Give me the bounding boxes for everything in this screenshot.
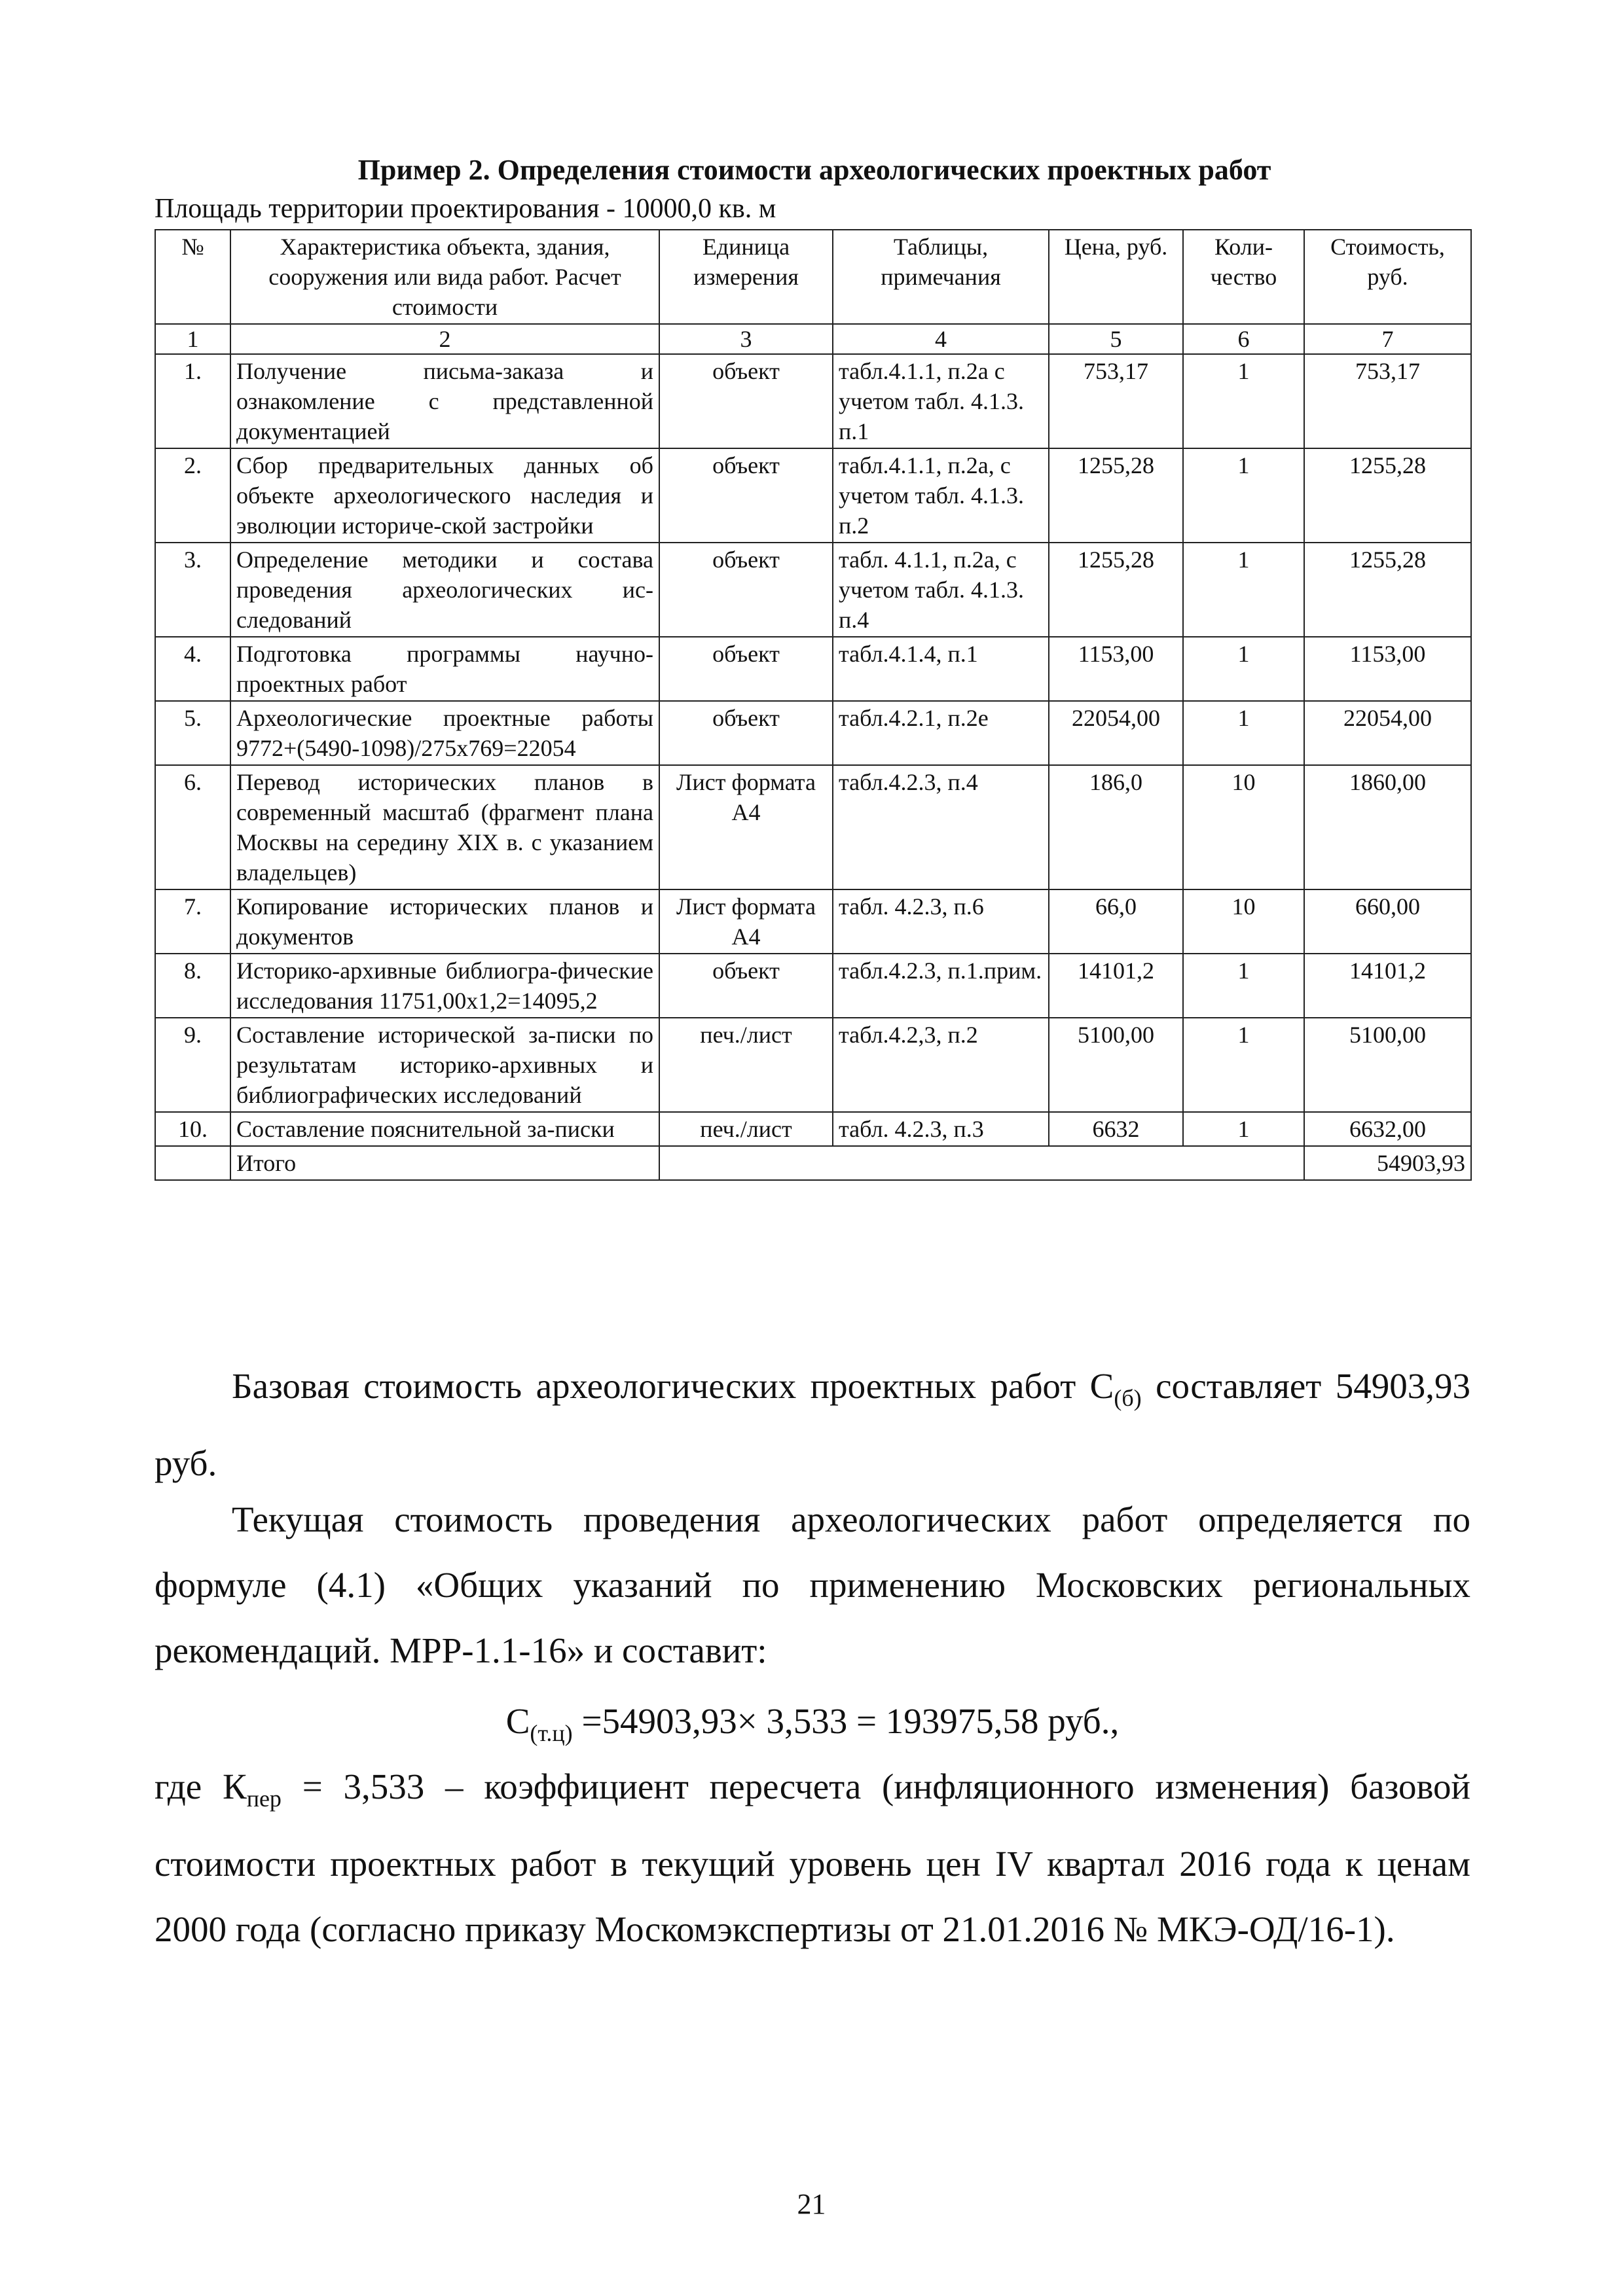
cost-estimate-table (155, 229, 1472, 1181)
unit-of-measure: объект (659, 543, 833, 637)
total-label: Итого (230, 1146, 659, 1180)
unit-of-measure: объект (659, 637, 833, 701)
column-number-row (155, 324, 1471, 354)
work-description: Сбор предварительных данных об объекте археологического наследия и эволюции историче-ской застройки (230, 448, 659, 543)
header-cell: Таблицы, примечания (833, 230, 1049, 324)
row-cost: 753,17 (1304, 354, 1471, 448)
unit-of-measure: печ./лист (659, 1112, 833, 1146)
quantity: 1 (1183, 1112, 1304, 1146)
work-description: Определение методики и состава проведения археологических ис-следований (230, 543, 659, 637)
column-number: 5 (1049, 324, 1183, 354)
header-cell: Характеристика объекта, здания, сооружения или вида работ. Расчет стоимости (230, 230, 659, 324)
table-row (155, 1112, 1471, 1146)
coefficient-text-end: = 3,533 – коэффициент пересчета (инфляционного изменения) базовой стоимости проектных работ в текущий уровень цен IV квартал 2016 года к ценам 2000 года (согласно приказу Москомэкспертизы от 21.01.2016 № МКЭ-ОД/16-1). (155, 1767, 1470, 1949)
table-reference: табл. 4.2.3, п.6 (833, 889, 1049, 954)
table-reference: табл.4.1.1, п.2а, с учетом табл. 4.1.3. п.2 (833, 448, 1049, 543)
table-row (155, 889, 1471, 954)
unit-price: 1153,00 (1049, 637, 1183, 701)
header-cell: Коли-чество (1183, 230, 1304, 324)
quantity: 1 (1183, 637, 1304, 701)
base-cost-text-end: составляет 54903,93 руб. (155, 1366, 1471, 1483)
work-description: Перевод исторических планов в современный масштаб (фрагмент плана Москвы на середину XIX в. с указанием владельцев) (230, 765, 659, 889)
quantity: 1 (1183, 354, 1304, 448)
row-number: 8. (155, 954, 230, 1018)
column-number: 4 (833, 324, 1049, 354)
unit-price: 6632 (1049, 1112, 1183, 1146)
work-description: Составление пояснительной за-писки (230, 1112, 659, 1146)
unit-price: 66,0 (1049, 889, 1183, 954)
unit-price: 1255,28 (1049, 543, 1183, 637)
work-description: Историко-архивные библиогра-фические исследования 11751,00х1,2=14095,2 (230, 954, 659, 1018)
coefficient-text: где К (155, 1767, 247, 1806)
table-reference: табл. 4.1.1, п.2а, с учетом табл. 4.1.3. п.4 (833, 543, 1049, 637)
formula-subscript: (т.ц) (530, 1720, 573, 1746)
work-description: Археологические проектные работы 9772+(5490-1098)/275x769=22054 (230, 701, 659, 765)
unit-of-measure: объект (659, 448, 833, 543)
table-header-row (155, 230, 1471, 324)
coefficient-paragraph (155, 1754, 1470, 1962)
header-cell: Цена, руб. (1049, 230, 1183, 324)
formula-symbol: С (505, 1701, 530, 1741)
table-row (155, 701, 1471, 765)
unit-of-measure: объект (659, 701, 833, 765)
table-reference: табл.4.1.1, п.2а с учетом табл. 4.1.3. п.1 (833, 354, 1049, 448)
row-cost: 1255,28 (1304, 448, 1471, 543)
coefficient-subscript: пер (246, 1785, 282, 1812)
total-value: 54903,93 (1304, 1146, 1471, 1180)
row-number: 9. (155, 1018, 230, 1112)
column-number: 6 (1183, 324, 1304, 354)
quantity: 10 (1183, 889, 1304, 954)
row-number: 6. (155, 765, 230, 889)
unit-of-measure: Лист формата А4 (659, 765, 833, 889)
table-reference: табл.4.2,3, п.2 (833, 1018, 1049, 1112)
table-reference: табл.4.2.3, п.4 (833, 765, 1049, 889)
header-cell: Единица измерения (659, 230, 833, 324)
base-cost-paragraph (155, 1354, 1470, 1496)
quantity: 1 (1183, 1018, 1304, 1112)
total-empty-cell (155, 1146, 230, 1180)
total-spacer (659, 1146, 1304, 1180)
unit-of-measure: печ./лист (659, 1018, 833, 1112)
quantity: 1 (1183, 448, 1304, 543)
page-number: 21 (797, 2188, 826, 2220)
row-number: 10. (155, 1112, 230, 1146)
row-cost: 1153,00 (1304, 637, 1471, 701)
column-number: 3 (659, 324, 833, 354)
unit-price: 753,17 (1049, 354, 1183, 448)
row-number: 5. (155, 701, 230, 765)
row-cost: 14101,2 (1304, 954, 1471, 1018)
unit-price: 22054,00 (1049, 701, 1183, 765)
current-cost-paragraph: Текущая стоимость проведения археологических работ определяется по формуле (4.1) «Общих указаний по применению Московских региональных рекомендаций. МРР-1.1-16» и составит: (155, 1499, 1470, 1670)
work-description: Подготовка программы научно-проектных работ (230, 637, 659, 701)
example-title: Пример 2. Определения стоимости археологических проектных работ (357, 154, 1271, 186)
row-number: 2. (155, 448, 230, 543)
base-cost-subscript: (б) (1114, 1385, 1142, 1411)
project-area: Площадь территории проектирования - 10000,0 кв. м (155, 194, 776, 224)
base-cost-text: Базовая стоимость археологических проектных работ С (232, 1366, 1114, 1406)
table-row (155, 543, 1471, 637)
table-reference: табл.4.2.3, п.1.прим. (833, 954, 1049, 1018)
row-number: 7. (155, 889, 230, 954)
table-reference: табл.4.1.4, п.1 (833, 637, 1049, 701)
total-row (155, 1146, 1471, 1180)
row-cost: 660,00 (1304, 889, 1471, 954)
work-description: Копирование исторических планов и документов (230, 889, 659, 954)
unit-price: 5100,00 (1049, 1018, 1183, 1112)
table-reference: табл.4.2.1, п.2е (833, 701, 1049, 765)
quantity: 1 (1183, 701, 1304, 765)
table-row (155, 448, 1471, 543)
table-row (155, 637, 1471, 701)
row-cost: 1860,00 (1304, 765, 1471, 889)
table-reference: табл. 4.2.3, п.3 (833, 1112, 1049, 1146)
unit-of-measure: Лист формата А4 (659, 889, 833, 954)
row-cost: 5100,00 (1304, 1018, 1471, 1112)
work-description: Получение письма-заказа и ознакомление с представленной документацией (230, 354, 659, 448)
unit-of-measure: объект (659, 354, 833, 448)
work-description: Составление исторической за-писки по результатам историко-архивных и библиографических исследований (230, 1018, 659, 1112)
unit-of-measure: объект (659, 954, 833, 1018)
header-cell: № (155, 230, 230, 324)
row-cost: 6632,00 (1304, 1112, 1471, 1146)
row-number: 1. (155, 354, 230, 448)
row-cost: 1255,28 (1304, 543, 1471, 637)
column-number: 7 (1304, 324, 1471, 354)
column-number: 1 (155, 324, 230, 354)
row-number: 4. (155, 637, 230, 701)
header-cell: Стоимость, руб. (1304, 230, 1471, 324)
unit-price: 14101,2 (1049, 954, 1183, 1018)
quantity: 10 (1183, 765, 1304, 889)
column-number: 2 (230, 324, 659, 354)
formula-expression: =54903,93× 3,533 = 193975,58 руб., (572, 1701, 1120, 1741)
table-row (155, 1018, 1471, 1112)
table-row (155, 354, 1471, 448)
quantity: 1 (1183, 954, 1304, 1018)
unit-price: 1255,28 (1049, 448, 1183, 543)
row-number: 3. (155, 543, 230, 637)
table-row (155, 954, 1471, 1018)
row-cost: 22054,00 (1304, 701, 1471, 765)
quantity: 1 (1183, 543, 1304, 637)
table-row (155, 765, 1471, 889)
unit-price: 186,0 (1049, 765, 1183, 889)
